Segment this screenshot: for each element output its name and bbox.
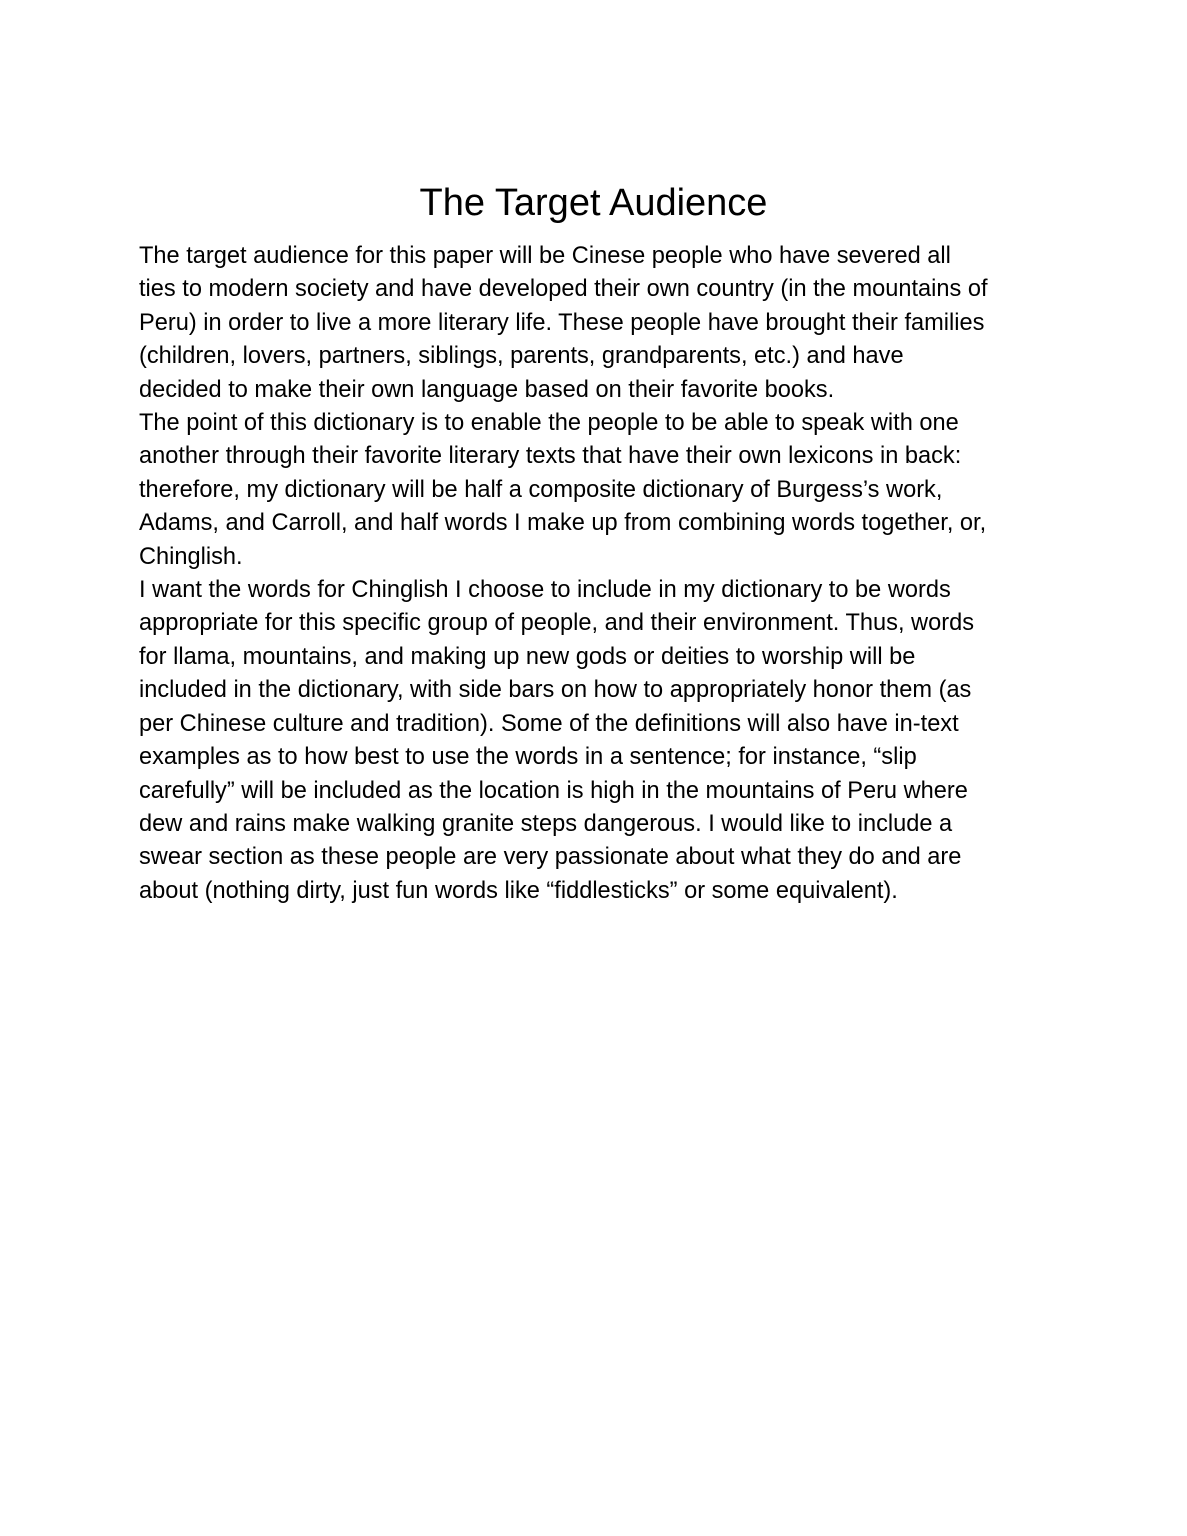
text-line: examples as to how best to use the words in a sentence; for instance, “slip bbox=[139, 744, 917, 771]
text-line: for llama, mountains, and making up new gods or deities to worship will be bbox=[139, 643, 916, 670]
text-line: Adams, and Carroll, and half words I make up from combining words together, or, bbox=[139, 510, 987, 537]
text-line: Chinglish. bbox=[139, 543, 243, 570]
text-line: (children, lovers, partners, siblings, parents, grandparents, etc.) and have bbox=[139, 343, 904, 370]
text-line: carefully” will be included as the location is high in the mountains of Peru where bbox=[139, 777, 968, 804]
text-line: The target audience for this paper will be Cinese people who have severed all bbox=[139, 243, 951, 269]
document-body bbox=[139, 240, 1099, 908]
text-line: The point of this dictionary is to enable the people to be able to speak with one bbox=[139, 410, 959, 437]
text-line: I want the words for Chinglish I choose to include in my dictionary to be words bbox=[139, 577, 951, 604]
text-line: about (nothing dirty, just fun words like “fiddlesticks” or some equivalent). bbox=[139, 877, 898, 904]
text-line: appropriate for this specific group of people, and their environment. Thus, words bbox=[139, 610, 974, 637]
text-line: decided to make their own language based on their favorite books. bbox=[139, 376, 835, 403]
text-line: swear section as these people are very passionate about what they do and are bbox=[139, 844, 962, 871]
page-title: The Target Audience bbox=[419, 182, 768, 224]
text-line: another through their favorite literary texts that have their own lexicons in back: bbox=[139, 443, 962, 470]
text-line: dew and rains make walking granite steps dangerous. I would like to include a bbox=[139, 810, 953, 837]
text-line: Peru) in order to live a more literary life. These people have brought their families bbox=[139, 309, 985, 336]
text-line: therefore, my dictionary will be half a composite dictionary of Burgess’s work, bbox=[139, 476, 943, 503]
text-line: ties to modern society and have developed their own country (in the mountains of bbox=[139, 276, 988, 303]
text-line: included in the dictionary, with side bars on how to appropriately honor them (as bbox=[139, 677, 972, 704]
text-line: per Chinese culture and tradition). Some of the definitions will also have in-text bbox=[139, 710, 959, 737]
